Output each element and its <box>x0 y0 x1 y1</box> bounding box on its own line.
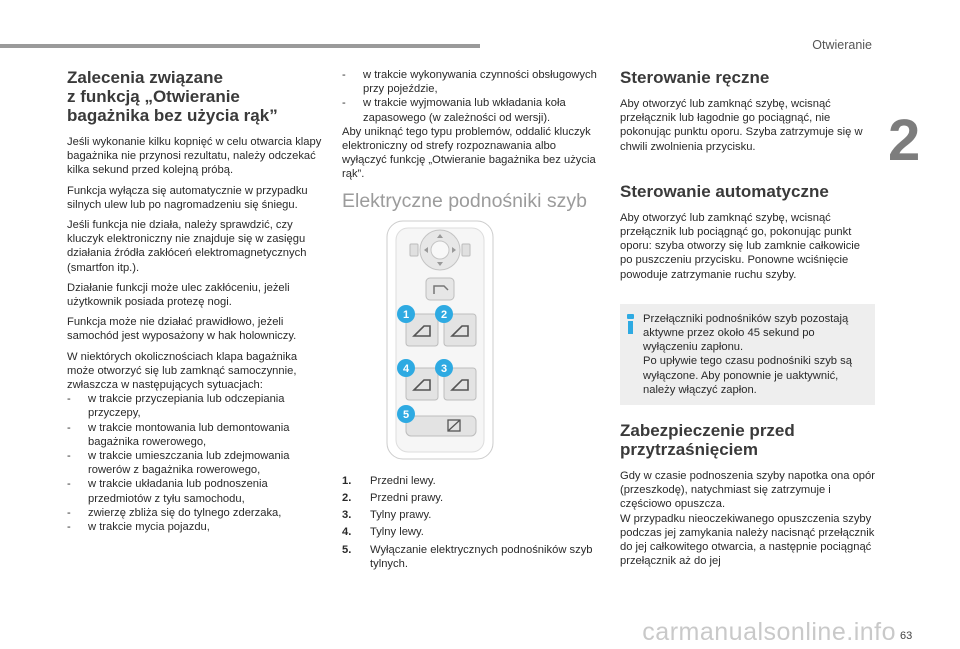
situations-list <box>67 392 323 534</box>
badge-5 <box>397 405 415 423</box>
switch-legend-list <box>342 474 600 571</box>
column-1 <box>67 68 323 540</box>
window-switch-panel-svg <box>386 220 494 460</box>
page-number: 63 <box>900 630 913 642</box>
list-item: 2. Przedni prawy. <box>342 492 444 505</box>
paragraph: Jeśli funkcja nie działa, należy sprawdzić, czy kluczyk elektroniczny nie znajduje się w zasięgu działania źródła zakłóceń elektromagnetycznych (smartfon itp.). <box>67 219 307 274</box>
paragraph: Jeśli wykonanie kilku kopnięć w celu otwarcia klapy bagażnika nie przynosi rezultatu, należy odczekać kilka sekund przed kolejną próbą. <box>67 136 322 177</box>
list-item: 3. Tylny prawy. <box>342 509 432 522</box>
electric-windows-heading: Elektryczne podnośniki szyb <box>342 189 587 212</box>
badge-1 <box>397 305 415 323</box>
watermark: carmanualsonline.info <box>642 618 896 646</box>
list-item: 5. Wyłączanie elektrycznych podnośników szyb tylnych. <box>342 543 593 570</box>
mirror-fold-button-icon <box>426 278 454 300</box>
list-item: - w trakcie układania lub podnoszenia przedmiotów z tyłu samochodu, <box>67 477 323 505</box>
paragraph: Działanie funkcji może ulec zakłóceniu, jeżeli użytkownik posiada protezę nogi. <box>67 281 290 309</box>
svg-text:2: 2 <box>440 308 448 321</box>
info-box: Przełączniki podnośników szyb pozostają aktywne przez około 45 sekund po wyłączeniu zapłonu. Po upływie tego czasu podnośniki szyb są wyłączone. Aby ponownie je uaktywnić, należy włączyć zapłon. <box>620 304 875 405</box>
rear-window-lock-button <box>406 416 476 436</box>
window-switch-panel-illustration <box>386 220 494 460</box>
badge-4 <box>397 359 415 377</box>
paragraph: Gdy w czasie podnoszenia szyby napotka ona opór (przeszkodę), natychmiast się zatrzymuje i częściowo opuszcza. <box>620 470 875 511</box>
list-item: - w trakcie wykonywania czynności obsługowych przy pojeździe, <box>342 68 600 96</box>
paragraph: W niektórych okolicznościach klapa bagażnika może otworzyć się lub zamknąć samoczynnie, zwłaszcza w następujących sytuacjach: <box>67 350 298 392</box>
list-item: 1. Przedni lewy. <box>342 474 436 487</box>
svg-text:3: 3 <box>440 362 448 375</box>
paragraph: Funkcja może nie działać prawidłowo, jeżeli samochód jest wyposażony w hak holowniczy. <box>67 316 297 343</box>
list-item: - w trakcie przyczepiania lub odczepiania przyczepy, <box>67 392 323 420</box>
list-item: - w trakcie mycia pojazdu, <box>67 520 323 534</box>
list-item: - w trakcie umieszczania lub zdejmowania rowerów z bagażnika rowerowego, <box>67 449 323 477</box>
svg-text:1: 1 <box>402 308 410 321</box>
badge-2 <box>435 305 453 323</box>
column-2 <box>342 68 600 574</box>
section-label: Otwieranie <box>812 38 872 52</box>
badge-3 <box>435 359 453 377</box>
handsfree-tailgate-heading: Zalecenia związane z funkcją „Otwieranie bagażnika bez użycia rąk” <box>67 68 278 125</box>
paragraph: Funkcja wyłącza się automatycznie w przypadku silnych ulew lub po nagromadzeniu się śniegu. <box>67 184 308 211</box>
list-item: - w trakcie wyjmowania lub wkładania koła zapasowego (w zależności od wersji). <box>342 96 600 124</box>
situations-list-continued <box>342 68 600 125</box>
paragraph: W przypadku nieoczekiwanego opuszczenia szyby podczas jej zamykania należy nacisnąć przełącznik do jej całkowitego otwarcia, a następnie pociągnąć przełącznik aż do jej <box>620 512 875 568</box>
header-bar <box>0 44 480 48</box>
paragraph: Aby otworzyć lub zamknąć szybę, wcisnąć przełącznik lub łagodnie go pociągnąć, nie pokonując punktu oporu. Szyba zatrzymuje się w chwili zwolnienia przycisku. <box>620 98 863 153</box>
paragraph: Aby uniknąć tego typu problemów, oddalić kluczyk elektroniczny od strefy rozpoznawania albo wyłączyć funkcję „Otwieranie bagażnika bez użycia rąk”. <box>342 125 596 181</box>
anti-pinch-heading: Zabezpieczenie przed przytrzaśnięciem <box>620 421 795 460</box>
chapter-number: 2 <box>888 108 921 173</box>
svg-text:5: 5 <box>402 408 410 421</box>
list-item: 4. Tylny lewy. <box>342 526 424 539</box>
column-3 <box>620 68 875 574</box>
paragraph: Aby otworzyć lub zamknąć szybę, wcisnąć przełącznik lub pociągnąć go, pokonując punkt oporu: szyba otworzy się lub zamknie całkowicie po puszczeniu przycisku. Ponowne wciśnięcie powoduje zatrzymanie ruchu szyby. <box>620 211 861 281</box>
list-item: - zwierzę zbliża się do tylnego zderzaka, <box>67 506 323 520</box>
list-item: - w trakcie montowania lub demontowania bagażnika rowerowego, <box>67 421 323 449</box>
svg-text:4: 4 <box>402 362 410 375</box>
automatic-control-heading: Sterowanie automatyczne <box>620 181 829 201</box>
manual-control-heading: Sterowanie ręczne <box>620 68 770 87</box>
info-icon <box>625 314 636 334</box>
